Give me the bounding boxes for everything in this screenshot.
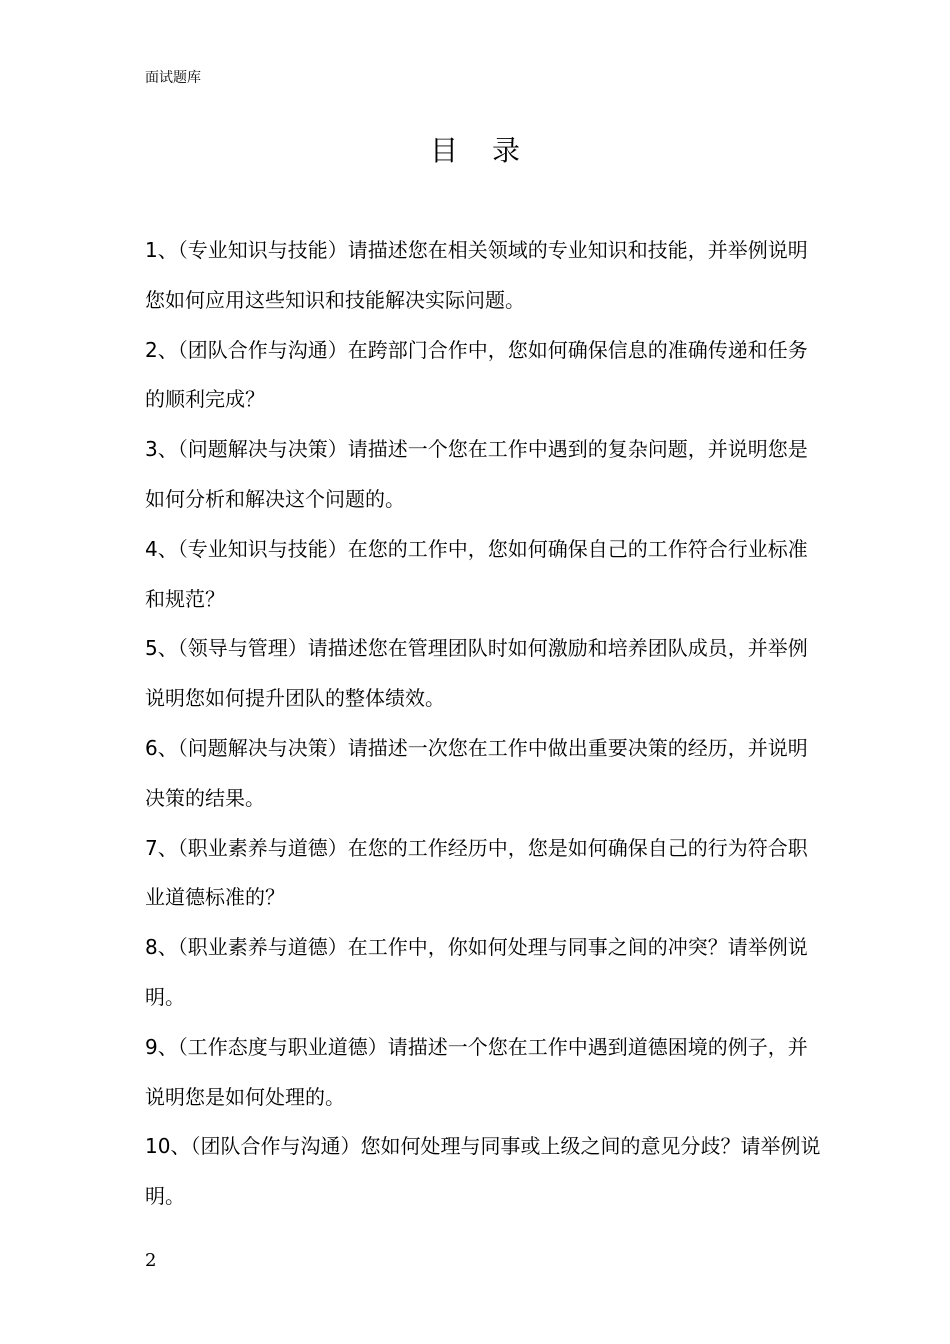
page-header: 面试题库 — [145, 70, 201, 86]
toc-item[interactable]: 7、（职业素养与道德）在您的工作经历中，您是如何确保自己的行为符合职业道德标准的？ — [145, 835, 808, 910]
page-title: 目录 — [429, 134, 554, 167]
toc-item[interactable]: 5、（领导与管理）请描述您在管理团队时如何激励和培养团队成员，并举例说明您如何提升团队的整体绩效。 — [145, 636, 808, 711]
toc-item[interactable]: 1、（专业知识与技能）请描述您在相关领域的专业知识和技能，并举例说明您如何应用这些知识和技能解决实际问题。 — [145, 238, 808, 312]
page-number: 2 — [145, 1250, 157, 1271]
toc-item[interactable]: 10、（团队合作与沟通）您如何处理与同事或上级之间的意见分歧？请举例说明。 — [145, 1134, 821, 1209]
toc-item[interactable]: 2、（团队合作与沟通）在跨部门合作中，您如何确保信息的准确传递和任务的顺利完成？ — [145, 337, 808, 412]
table-of-contents — [145, 226, 825, 1222]
toc-item[interactable]: 3、（问题解决与决策）请描述一个您在工作中遇到的复杂问题，并说明您是如何分析和解决这个问题的。 — [145, 437, 808, 511]
toc-item[interactable]: 8、（职业素养与道德）在工作中，你如何处理与同事之间的冲突？请举例说明。 — [145, 935, 808, 1009]
toc-item[interactable]: 4、（专业知识与技能）在您的工作中，您如何确保自己的工作符合行业标准和规范？ — [145, 536, 808, 611]
toc-item[interactable]: 6、（问题解决与决策）请描述一次您在工作中做出重要决策的经历，并说明决策的结果。 — [145, 735, 808, 810]
toc-item[interactable]: 9、（工作态度与职业道德）请描述一个您在工作中遇到道德困境的例子，并说明您是如何处理的。 — [145, 1034, 808, 1109]
